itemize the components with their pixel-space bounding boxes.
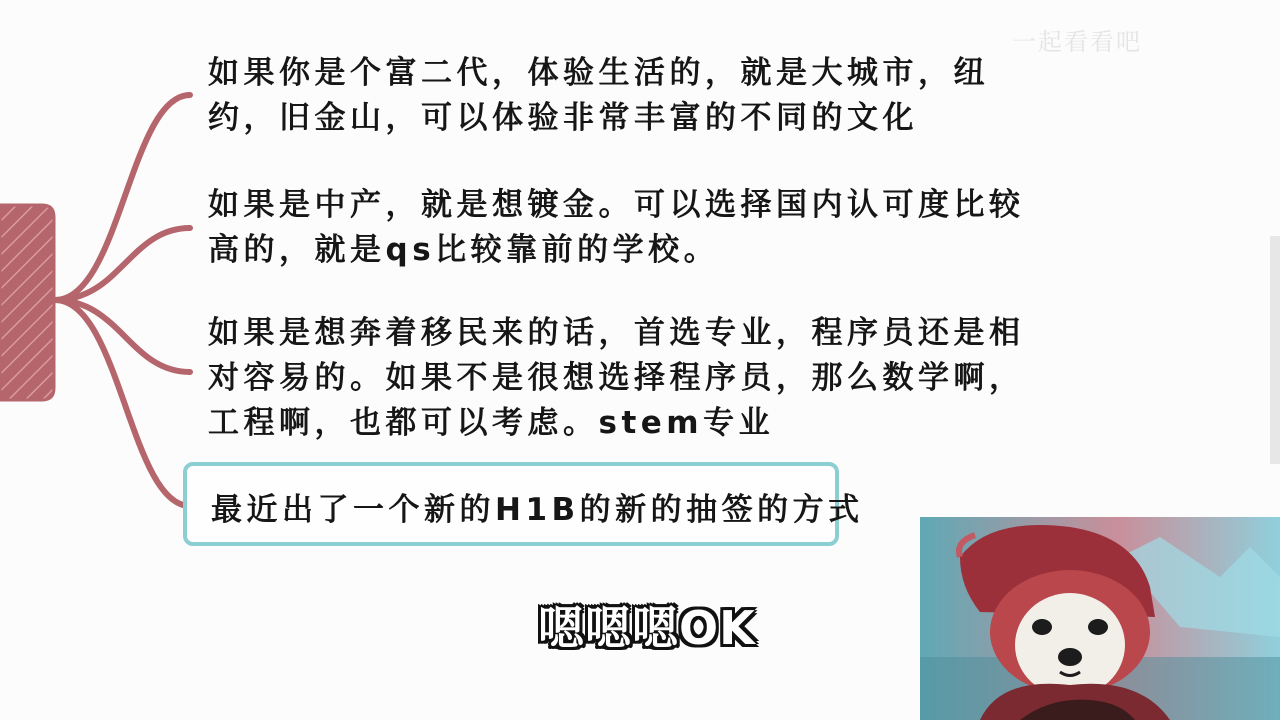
node-3-line-3: 工程啊，也都可以考虑。stem专业	[208, 405, 775, 441]
highlighted-node-text: 最近出了一个新的H1B的新的抽签的方式	[211, 492, 864, 528]
subtitle-caption: 嗯嗯嗯OK	[538, 601, 756, 655]
node-2-line-1: 如果是中产，就是想镀金。可以选择国内认可度比较	[208, 187, 1025, 223]
node-3-line-1: 如果是想奔着移民来的话，首选专业，程序员还是相	[208, 315, 1025, 351]
red-panda-avatar-icon	[920, 517, 1280, 720]
root-node-block	[0, 205, 54, 400]
node-1-line-2: 约，旧金山，可以体验非常丰富的不同的文化	[208, 100, 918, 136]
mindmap-node-2	[208, 183, 1025, 273]
mindmap-node-3	[208, 311, 1025, 446]
node-3-line-2: 对容易的。如果不是很想选择程序员，那么数学啊，	[208, 360, 1025, 396]
watermark-text: 一起看看吧	[1012, 28, 1142, 56]
mindmap-node-highlighted	[183, 462, 864, 546]
webcam-overlay	[920, 517, 1280, 720]
edge-scroll-strip	[1270, 236, 1280, 464]
node-2-line-2: 高的，就是qs比较靠前的学校。	[208, 232, 720, 268]
node-1-line-1: 如果你是个富二代，体验生活的，就是大城市，纽	[208, 55, 989, 91]
mindmap-node-1	[208, 51, 989, 141]
